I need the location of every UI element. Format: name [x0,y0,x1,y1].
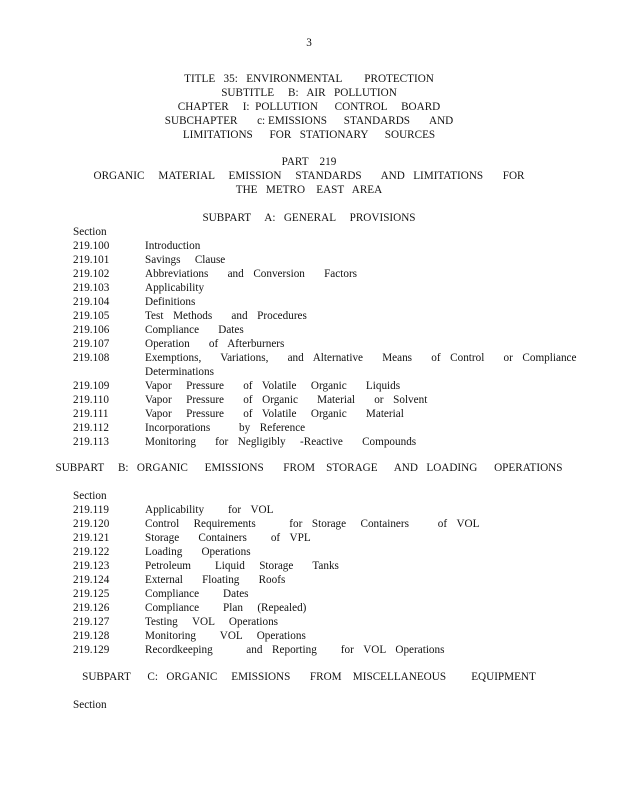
subpart-b-list [73,503,593,657]
section-title: Vapor Pressure of Volatile Organic Material [145,408,404,420]
list-item [73,253,593,267]
subpart-c-heading: SUBPART C: ORGANIC EMISSIONS FROM MISCELLANEOUS EQUIPMENT [82,671,536,683]
list-item [73,239,593,253]
section-number: 219.107 [73,338,110,350]
list-item [73,587,593,601]
subpart-b-heading: SUBPART B: ORGANIC EMISSIONS FROM STORAGE AND LOADING OPERATIONS [55,462,563,474]
section-title: Savings Clause [145,254,226,266]
subpart-a-heading: SUBPART A: GENERAL PROVISIONS [202,212,416,224]
section-title: Compliance Plan (Repealed) [145,602,307,614]
section-title: Vapor Pressure of Organic Material or Solvent [145,394,428,406]
list-item [73,393,593,407]
list-item [73,323,593,337]
section-number: 219.109 [73,380,110,392]
list-item [73,615,593,629]
section-title: Loading Operations [145,546,251,558]
page-number: 3 [306,37,312,49]
list-item [73,629,593,643]
section-title: Compliance Dates [145,588,249,600]
section-number: 219.106 [73,324,110,336]
section-title: Petroleum Liquid Storage Tanks [145,560,339,572]
list-item [73,573,593,587]
section-number: 219.119 [73,504,109,516]
section-number: 219.126 [73,602,110,614]
list-item [73,337,593,351]
section-number: 219.100 [73,240,110,252]
part-heading [0,155,618,197]
section-title: Storage Containers of VPL [145,532,311,544]
section-number: 219.102 [73,268,110,280]
list-item [73,559,593,573]
list-item [73,421,593,435]
section-number: 219.105 [73,310,110,322]
section-number: 219.121 [73,532,110,544]
list-item [73,545,593,559]
list-item [73,295,593,309]
list-item [73,531,593,545]
section-number: 219.113 [73,436,109,448]
list-item [73,309,593,323]
section-title: Applicability [145,282,205,294]
section-title: Introduction [145,240,201,252]
section-number: 219.127 [73,616,110,628]
section-title: Applicability for VOL [145,504,274,516]
section-title: Incorporations by Reference [145,422,306,434]
section-title: Vapor Pressure of Volatile Organic Liquids [145,380,401,392]
list-item [73,517,593,531]
list-item [73,351,593,379]
section-number: 219.112 [73,422,109,434]
list-item [73,407,593,421]
section-title: Control Requirements for Storage Containers of VOL [145,518,480,530]
part-title-cont: THE METRO EAST AREA [235,184,383,196]
section-number: 219.122 [73,546,110,558]
list-item [73,601,593,615]
section-number: 219.103 [73,282,110,294]
section-number: 219.128 [73,630,110,642]
chapter-line: CHAPTER I: POLLUTION CONTROL BOARD [177,101,441,113]
subchapter-line-cont: LIMITATIONS FOR STATIONARY SOURCES [182,129,436,141]
section-number: 219.124 [73,574,110,586]
section-label-c: Section [73,699,107,711]
section-number: 219.125 [73,588,110,600]
part-title: ORGANIC MATERIAL EMISSION STANDARDS AND LIMITATIONS FOR [93,170,525,182]
title-line: TITLE 35: ENVIRONMENTAL PROTECTION [184,73,434,85]
list-item [73,643,593,657]
section-title: Test Methods and Procedures [145,310,307,322]
section-title: Monitoring for Negligibly -Reactive Compounds [145,436,417,448]
section-title: Exemptions, Variations, and Alternative Means of Control or Compliance Determinations [145,352,582,378]
subtitle-line: SUBTITLE B: AIR POLLUTION [221,87,397,99]
section-number: 219.120 [73,518,110,530]
section-number: 219.111 [73,408,109,420]
section-title: Testing VOL Operations [145,616,279,628]
section-title: Monitoring VOL Operations [145,630,306,642]
section-number: 219.104 [73,296,110,308]
subpart-a-list [73,239,593,449]
section-label-a: Section [73,226,107,238]
section-title: Compliance Dates [145,324,244,336]
part-number: PART 219 [281,156,337,168]
list-item [73,379,593,393]
section-number: 219.123 [73,560,110,572]
section-title: Recordkeeping and Reporting for VOL Operations [145,644,445,656]
subchapter-line: SUBCHAPTER c: EMISSIONS STANDARDS AND [164,115,454,127]
section-number: 219.108 [73,352,110,364]
list-item [73,503,593,517]
section-title: External Floating Roofs [145,574,286,586]
section-number: 219.110 [73,394,109,406]
section-label-b: Section [73,490,107,502]
list-item [73,435,593,449]
list-item [73,281,593,295]
list-item [73,267,593,281]
document-header [0,72,618,142]
section-number: 219.129 [73,644,110,656]
section-title: Abbreviations and Conversion Factors [145,268,358,280]
section-title: Definitions [145,296,196,308]
section-title: Operation of Afterburners [145,338,285,350]
section-number: 219.101 [73,254,110,266]
